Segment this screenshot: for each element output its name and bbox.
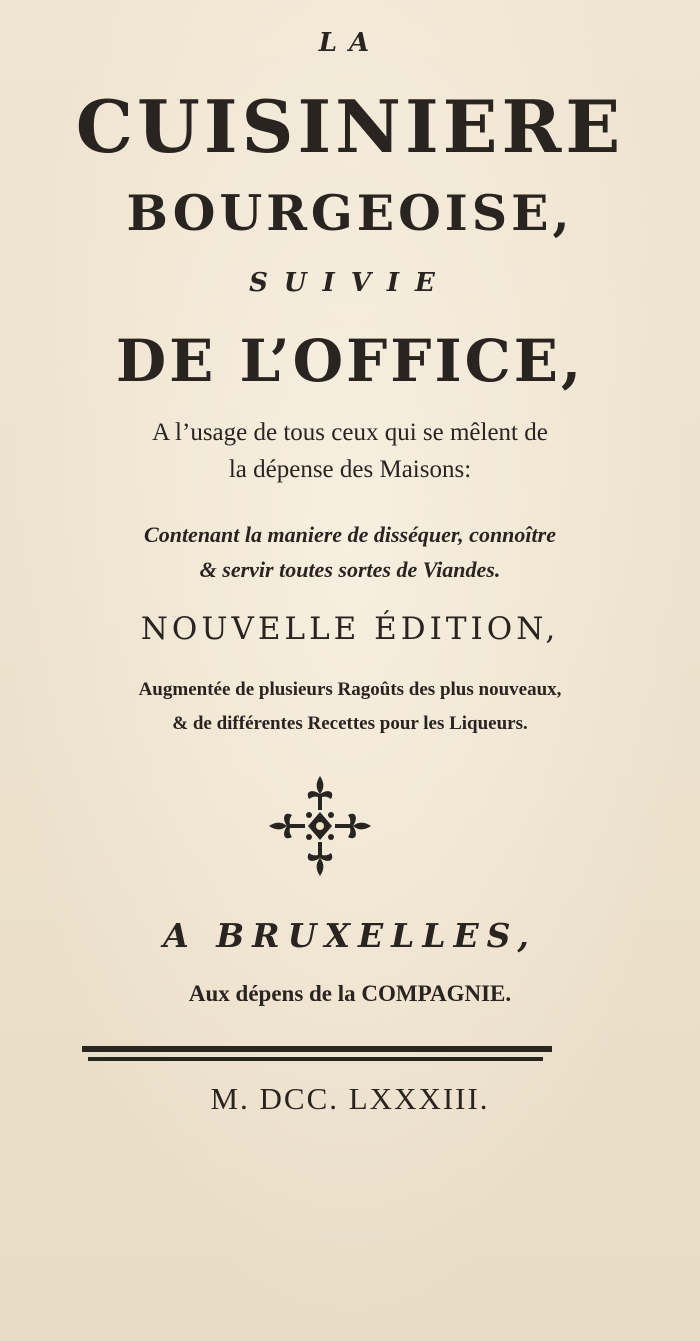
title-office: DE L’OFFICE, xyxy=(115,327,585,395)
subtitle-suivie: SUIVIE xyxy=(249,268,451,298)
augmentee-line-1: Augmentée de plusieurs Ragoûts des plus nouveaux, xyxy=(138,679,562,700)
contenant-line-2: & servir toutes sortes de Viandes. xyxy=(199,557,501,582)
fleuron-ornament-icon xyxy=(265,772,375,880)
publisher-line: Aux dépens de la COMPAGNIE. xyxy=(188,981,512,1006)
augmentee-line-2: & de différentes Recettes pour les Liqueurs. xyxy=(172,713,528,734)
edition-heading: NOUVELLE ÉDITION, xyxy=(140,611,560,647)
divider-rule-thin xyxy=(88,1057,543,1061)
title-cuisiniere: CUISINIERE xyxy=(75,84,625,169)
article-la: LA xyxy=(318,28,382,58)
divider-rule-thick xyxy=(82,1046,552,1052)
place-of-publication: A BRUXELLES, xyxy=(163,916,537,955)
title-bourgeoise: BOURGEOISE, xyxy=(126,184,574,242)
publication-date: M. DCC. LXXXIII. xyxy=(210,1081,490,1116)
usage-line-2: la dépense des Maisons: xyxy=(228,456,472,483)
usage-line-1: A l’usage de tous ceux qui se mêlent de xyxy=(152,419,548,446)
contenant-line-1: Contenant la maniere de disséquer, connoître xyxy=(144,522,556,547)
